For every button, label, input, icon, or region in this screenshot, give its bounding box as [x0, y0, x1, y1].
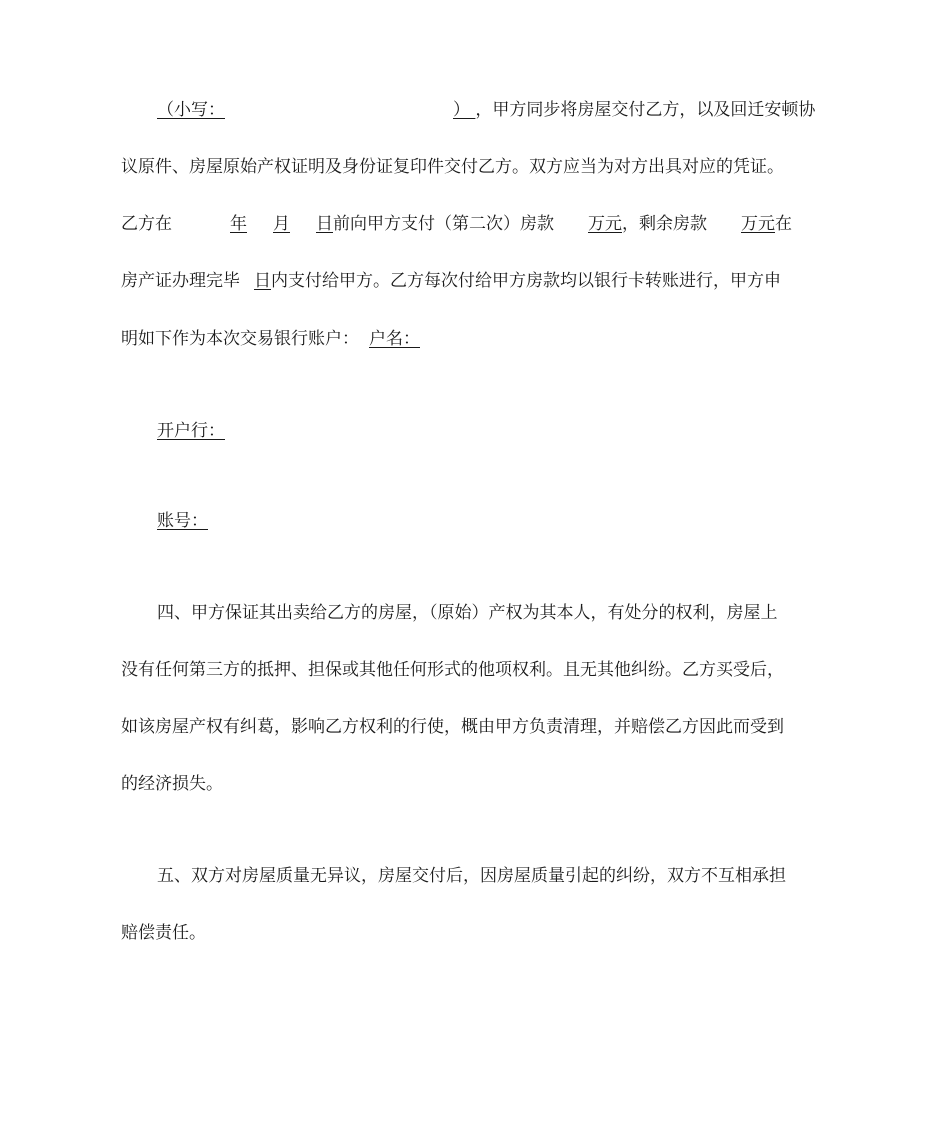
text-segment: 乙方在 [121, 214, 172, 234]
month-label: 月 [273, 214, 290, 234]
clause-5-line: 赔偿责任。 [121, 923, 206, 943]
paragraph-line: 议原件、房屋原始产权证明及身份证复印件交付乙方。双方应当为对方出具对应的凭证。 [121, 157, 784, 177]
date-field [172, 214, 333, 234]
unit-label: 万元 [588, 214, 622, 234]
account-number-label: 账号： [157, 511, 208, 531]
bank-line [157, 419, 475, 443]
text-segment: 明如下作为本次交易银行账户： [121, 329, 359, 349]
amount-lowercase-field [157, 100, 475, 120]
bank-label: 开户行： [157, 421, 225, 441]
clause-5-line: 五、双方对房屋质量无异议，房屋交付后，因房屋质量引起的纠纷，双方不互相承担 [157, 866, 786, 886]
day-label: 日 [316, 214, 333, 234]
text-segment: 房产证办理完毕 [121, 271, 240, 291]
text-segment: ，甲方同步将房屋交付乙方，以及回迁安顿协 [475, 100, 816, 120]
account-number-field [157, 511, 468, 531]
lowercase-close-label: ） [453, 100, 470, 120]
paragraph-line [121, 327, 652, 351]
paragraph-line [157, 98, 815, 122]
text-segment: 前向甲方支付（第二次）房款 [333, 214, 554, 234]
text-segment: ，剩余房款 [622, 214, 707, 234]
lowercase-open-label: （小写： [157, 100, 225, 120]
paragraph-line [121, 212, 792, 236]
day-label: 日 [254, 271, 271, 291]
clause-4-line: 的经济损失。 [121, 774, 223, 794]
clause-4-line: 没有任何第三方的抵押、担保或其他任何形式的他项权利。且无其他纠纷。乙方买受后， [121, 660, 784, 680]
unit-label: 万元 [741, 214, 775, 234]
clause-4-line: 如该房屋产权有纠葛，影响乙方权利的行使，概由甲方负责清理，并赔偿乙方因此而受到 [121, 717, 784, 737]
text-segment: 内支付给甲方。乙方每次付给甲方房款均以银行卡转账进行，甲方申 [271, 271, 781, 291]
text-segment: 在 [775, 214, 792, 234]
account-name-field [369, 329, 652, 349]
paragraph-line [121, 269, 781, 293]
account-number-line [157, 509, 468, 533]
account-name-label: 户名： [369, 329, 420, 349]
remaining-payment-field [707, 214, 775, 234]
bank-field [157, 421, 475, 441]
days-field [240, 271, 271, 291]
second-payment-field [554, 214, 622, 234]
clause-4-line: 四、甲方保证其出卖给乙方的房屋，（原始）产权为其本人，有处分的权利，房屋上 [157, 603, 778, 623]
year-label: 年 [230, 214, 247, 234]
